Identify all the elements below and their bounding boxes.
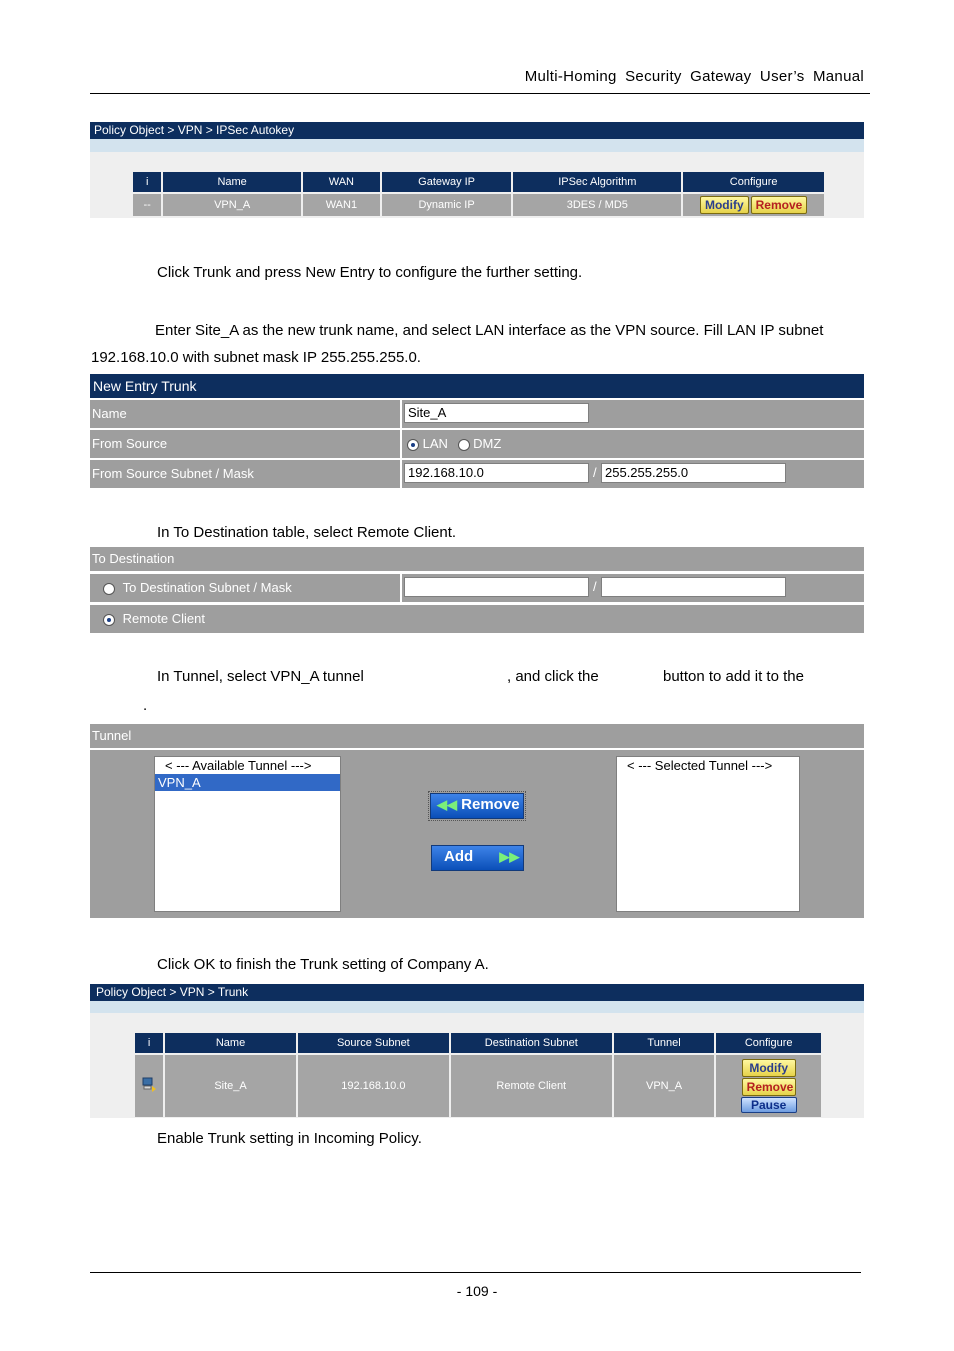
- cell-gateway-ip: Dynamic IP: [382, 194, 512, 216]
- modify-button[interactable]: Modify: [700, 196, 749, 214]
- instruction-site-a-line1: Enter Site_A as the new trunk name, and select LAN interface as the VPN source. Fill LAN IP subnet: [155, 322, 824, 339]
- autokey-subbar: [90, 139, 864, 152]
- selected-tunnel-header: < --- Selected Tunnel --->: [627, 758, 773, 773]
- available-tunnel-header: < --- Available Tunnel --->: [165, 758, 312, 773]
- name-input[interactable]: Site_A: [404, 403, 589, 423]
- col-name: Name: [163, 172, 301, 192]
- header-divider: [90, 93, 870, 94]
- destination-subnet-radio[interactable]: [103, 583, 115, 595]
- add-tunnel-label: Add: [444, 848, 474, 865]
- cell-i: [135, 1055, 163, 1117]
- dmz-radio[interactable]: [458, 439, 470, 451]
- source-subnet-input[interactable]: 192.168.10.0: [404, 463, 589, 483]
- tunnel-title: Tunnel: [90, 724, 864, 748]
- cell-name: Site_A: [165, 1055, 296, 1117]
- footer-divider: [90, 1272, 861, 1273]
- name-label: Name: [90, 400, 400, 428]
- trunk-subbar: [90, 1001, 864, 1013]
- instruction-incoming-policy: Enable Trunk setting in Incoming Policy.: [157, 1130, 422, 1147]
- selected-tunnel-list[interactable]: [616, 756, 800, 912]
- destination-subnet-cell: [90, 574, 400, 602]
- table-row: [135, 1055, 821, 1117]
- remove-button[interactable]: Remove: [751, 196, 808, 214]
- trunk-table: [133, 1031, 823, 1119]
- instruction-trunk-new-entry: Click Trunk and press New Entry to configure the further setting.: [157, 264, 583, 281]
- col-source-subnet: Source Subnet: [298, 1033, 449, 1053]
- remove-tunnel-label: Remove: [461, 796, 520, 813]
- destination-subnet-label: To Destination Subnet / Mask: [122, 580, 292, 595]
- cell-algorithm: 3DES / MD5: [513, 194, 681, 216]
- instruction-site-a-line2: 192.168.10.0 with subnet mask IP 255.255.255.0.: [91, 349, 421, 366]
- destination-subnet-row: [90, 574, 864, 602]
- trunk-breadcrumb: Policy Object > VPN > Trunk: [90, 984, 864, 1001]
- remove-tunnel-button[interactable]: [430, 793, 524, 819]
- cell-source-subnet: 192.168.10.0: [298, 1055, 449, 1117]
- subnet-cell: [402, 460, 864, 488]
- list-item[interactable]: VPN_A: [155, 774, 340, 791]
- destination-input-cell: [402, 574, 864, 602]
- available-tunnel-list[interactable]: [154, 756, 341, 912]
- name-row: [90, 400, 864, 428]
- instruction-click-ok: Click OK to finish the Trunk setting of Company A.: [157, 956, 489, 973]
- instruction-tunnel-part2: , and click the: [507, 668, 599, 685]
- instruction-tunnel-part1: In Tunnel, select VPN_A tunnel: [157, 668, 364, 685]
- name-cell: [402, 400, 864, 428]
- col-ipsec-algorithm: IPSec Algorithm: [513, 172, 681, 192]
- cell-configure: [716, 1055, 821, 1117]
- col-destination-subnet: Destination Subnet: [451, 1033, 612, 1053]
- col-tunnel: Tunnel: [614, 1033, 715, 1053]
- subnet-slash: /: [593, 465, 597, 480]
- destination-slash: /: [593, 579, 597, 594]
- remote-client-row: [90, 605, 864, 633]
- table-header-row: [133, 172, 824, 192]
- source-label: From Source: [90, 430, 400, 458]
- cell-wan: WAN1: [303, 194, 380, 216]
- col-configure: Configure: [716, 1033, 821, 1053]
- source-mask-input[interactable]: 255.255.255.0: [601, 463, 786, 483]
- double-right-arrow-icon: ▶▶: [499, 849, 520, 864]
- col-i: i: [133, 172, 161, 192]
- manual-title: Multi-Homing Security Gateway User’s Manual: [524, 68, 864, 85]
- cell-i: --: [133, 194, 161, 216]
- autokey-table: [131, 170, 826, 218]
- page-number: - 109 -: [456, 1283, 498, 1299]
- source-cell: [402, 430, 864, 458]
- instruction-tunnel-part3: button to add it to the: [663, 668, 804, 685]
- lan-label: LAN: [422, 436, 448, 451]
- col-gateway-ip: Gateway IP: [382, 172, 512, 192]
- cell-tunnel: VPN_A: [614, 1055, 715, 1117]
- cell-name: VPN_A: [163, 194, 301, 216]
- col-name: Name: [165, 1033, 296, 1053]
- trunk-modify-button[interactable]: Modify: [742, 1059, 796, 1077]
- trunk-pause-button[interactable]: Pause: [741, 1097, 797, 1113]
- autokey-breadcrumb: Policy Object > VPN > IPSec Autokey: [90, 122, 864, 139]
- trunk-remove-button[interactable]: Remove: [742, 1078, 796, 1096]
- table-row: [133, 194, 824, 216]
- source-row: [90, 430, 864, 458]
- instruction-destination: In To Destination table, select Remote Client.: [157, 524, 457, 541]
- col-wan: WAN: [303, 172, 380, 192]
- destination-mask-input[interactable]: [601, 577, 786, 597]
- remote-client-label: Remote Client: [122, 611, 205, 626]
- col-configure: Configure: [683, 172, 824, 192]
- new-entry-trunk-title: New Entry Trunk: [90, 374, 864, 398]
- cell-destination-subnet: Remote Client: [451, 1055, 612, 1117]
- subnet-row: [90, 460, 864, 488]
- double-left-arrow-icon: ◀◀: [437, 797, 457, 812]
- dmz-label: DMZ: [473, 436, 502, 451]
- to-destination-title: To Destination: [90, 547, 864, 571]
- instruction-tunnel-part4: .: [143, 697, 148, 714]
- remote-client-radio[interactable]: [103, 614, 115, 626]
- lan-radio[interactable]: [407, 439, 419, 451]
- table-header-row: [135, 1033, 821, 1053]
- subnet-label: From Source Subnet / Mask: [90, 460, 400, 488]
- col-i: i: [135, 1033, 163, 1053]
- computer-icon: [141, 1077, 157, 1093]
- add-tunnel-button[interactable]: [431, 845, 524, 871]
- new-entry-form: [90, 400, 864, 490]
- cell-configure: [683, 194, 824, 216]
- destination-subnet-input[interactable]: [404, 577, 589, 597]
